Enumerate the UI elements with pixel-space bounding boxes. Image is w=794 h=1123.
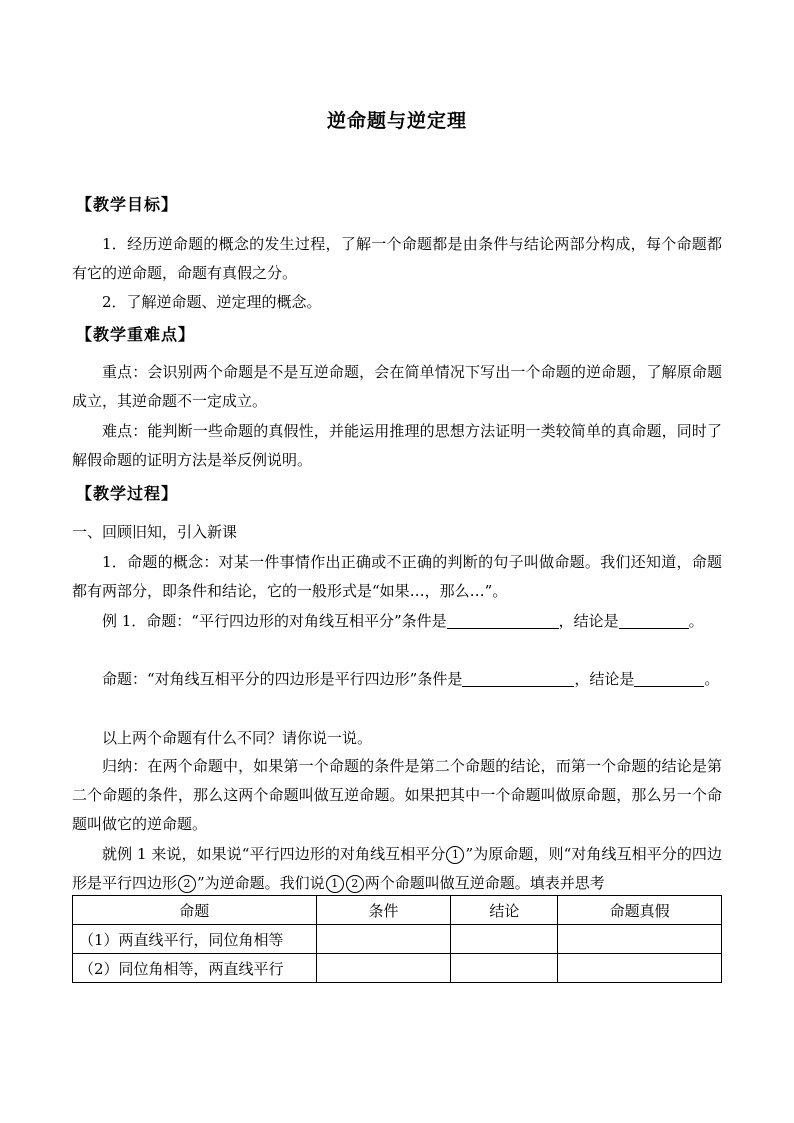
page-title: 逆命题与逆定理	[326, 110, 467, 132]
example2-end: 。	[704, 670, 720, 688]
process-heading: 【教学过程】	[76, 484, 179, 503]
example2-text-a: 命题：“对角线互相平分的四边形是平行四边形”条件是	[102, 670, 463, 688]
condition-blank-2[interactable]	[462, 668, 574, 687]
row1-truth-cell[interactable]	[558, 925, 722, 954]
example1-end: 。	[688, 612, 704, 630]
example1-text-b: ，结论是	[558, 612, 619, 630]
example2-paragraph	[72, 665, 722, 694]
example1-text-a: 例 1．命题：“平行四边形的对角线互相平分”条件是	[102, 612, 447, 630]
header-truth: 命题真假	[558, 896, 722, 925]
header-conclusion: 结论	[451, 896, 558, 925]
goal-item-1: 1．经历逆命题的概念的发生过程，了解一个命题都是由条件与结论两部分构成，每个命题都有它的逆命题，命题有真假之分。	[72, 235, 722, 282]
circled-number-1b: 1	[326, 875, 344, 893]
concept-paragraph: 1．命题的概念：对某一件事情作出正确或不正确的判断的句子叫做命题。我们还知道，命题都有两部分，即条件和结论，它的一般形式是“如果…，那么…”。	[72, 553, 722, 600]
row1-condition-cell[interactable]	[316, 925, 451, 954]
focus-paragraph: 重点：会识别两个命题是不是互逆命题，会在简单情况下写出一个命题的逆命题，了解原命题成立，其逆命题不一定成立。	[72, 363, 722, 410]
conclusion-blank-1[interactable]	[619, 610, 689, 629]
explain-text-c: ”为逆命题。我们说	[197, 874, 325, 892]
condition-blank-1[interactable]	[447, 610, 559, 629]
explain-text-b: ”为原命题，则“对角线互相平分的四边形是平行四边形	[72, 845, 722, 892]
proposition-table	[72, 895, 722, 983]
explain-text-d: 两个命题叫做互逆命题。填表并思考	[364, 874, 605, 892]
explain-text-a: 就例 1 来说，如果说“平行四边形的对角线互相平分	[102, 845, 446, 863]
table-row	[73, 925, 722, 954]
table-header-row	[73, 896, 722, 925]
row2-conclusion-cell[interactable]	[451, 954, 558, 983]
circled-number-1: 1	[446, 846, 464, 864]
example1-paragraph	[72, 607, 722, 636]
row1-proposition: （1）两直线平行，同位角相等	[73, 925, 317, 954]
row2-condition-cell[interactable]	[316, 954, 451, 983]
goal-item-2: 2．了解逆命题、逆定理的概念。	[102, 293, 322, 311]
row2-truth-cell[interactable]	[558, 954, 722, 983]
difficulty-paragraph: 难点：能判断一些命题的真假性，并能运用推理的思想方法证明一类较简单的真命题，同时了解假命题的证明方法是举反例说明。	[72, 422, 722, 469]
conclusion-blank-2[interactable]	[634, 668, 704, 687]
header-proposition: 命题	[73, 896, 317, 925]
example2-text-b: ，结论是	[574, 670, 635, 688]
summary-paragraph: 归纳：在两个命题中，如果第一个命题的条件是第二个命题的结论，而第一个命题的结论是第二个命题的条件，那么这两个命题叫做互逆命题。如果把其中一个命题叫做原命题，那么另一个命题叫做它的逆命题。	[72, 757, 722, 833]
table-row	[73, 954, 722, 983]
circled-number-2b: 2	[346, 875, 364, 893]
goals-heading: 【教学目标】	[76, 195, 179, 214]
row2-proposition: （2）同位角相等，两直线平行	[73, 954, 317, 983]
row1-conclusion-cell[interactable]	[451, 925, 558, 954]
explain-paragraph	[72, 840, 722, 898]
circled-number-2: 2	[178, 875, 196, 893]
part1-title: 一、回顾旧知，引入新课	[72, 523, 238, 541]
header-condition: 条件	[316, 896, 451, 925]
key-points-heading: 【教学重难点】	[76, 325, 196, 344]
question-paragraph: 以上两个命题有什么不同？请你说一说。	[102, 729, 373, 747]
